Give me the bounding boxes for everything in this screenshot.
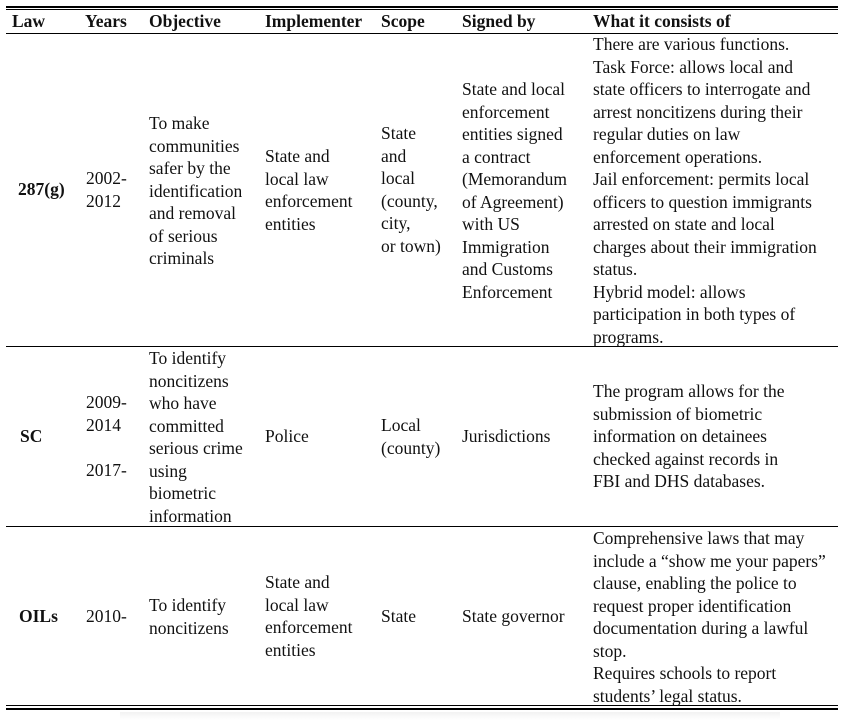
row-objective: To identify noncitizens [149,595,229,638]
row-scope: State [381,606,416,626]
row-years: 2010- [86,606,127,626]
table-bottom-rule-outer [6,708,838,710]
header-years: Years [85,11,127,31]
row-scope: Local (county) [381,415,441,458]
page-edge-shadow [120,712,780,720]
row-law: SC [20,426,43,446]
header-signed-by: Signed by [462,11,536,31]
row-objective: To identify noncitizens who have committed serious crime using biometric information [149,348,243,526]
row-consists-of: The program allows for the submission of biometric information on detainees checked against records in FBI and DHS databases. [593,381,785,491]
header-implementer: Implementer [265,11,363,31]
header-consists-of: What it consists of [593,11,731,31]
table-top-rule [6,6,838,8]
row-implementer: Police [265,426,309,446]
header-law: Law [12,11,46,31]
header-scope: Scope [381,11,425,31]
row-implementer: State and local law enforcement entities [265,146,353,234]
header-objective: Objective [149,11,221,31]
row-objective: To make communities safer by the identification and removal of serious criminals [149,113,243,268]
row-consists-of: Comprehensive laws that may include a “show me your papers” clause, enabling the police to request proper identification documentation during a lawful stop. Requires schools to report students’ legal status. [593,528,826,706]
row-years: 2009- 2014 2017- [86,392,127,480]
row-signed-by: State and local enforcement entities signed a contract (Memorandum of Agreement) with US Immigration and Customs Enforcement [462,79,567,302]
row-signed-by: Jurisdictions [462,426,551,446]
row-consists-of: There are various functions. Task Force: allows local and state officers to interrogate and arrest noncitizens during their regular duties on law enforcement operations. Jail enforcement: permits local officers to question immigrants arrested on state and local charges about their immigration status. Hybrid model: allows participation in both types of programs. [593,34,817,347]
row-law: 287(g) [18,179,65,199]
row-implementer: State and local law enforcement entities [265,572,353,660]
row-signed-by: State governor [462,606,565,626]
row-scope: State and local (county, city, or town) [381,123,441,256]
row-separator [6,346,838,347]
row-years: 2002- 2012 [86,168,127,211]
row-law: OILs [19,606,58,626]
table-bottom-rule [6,705,838,706]
